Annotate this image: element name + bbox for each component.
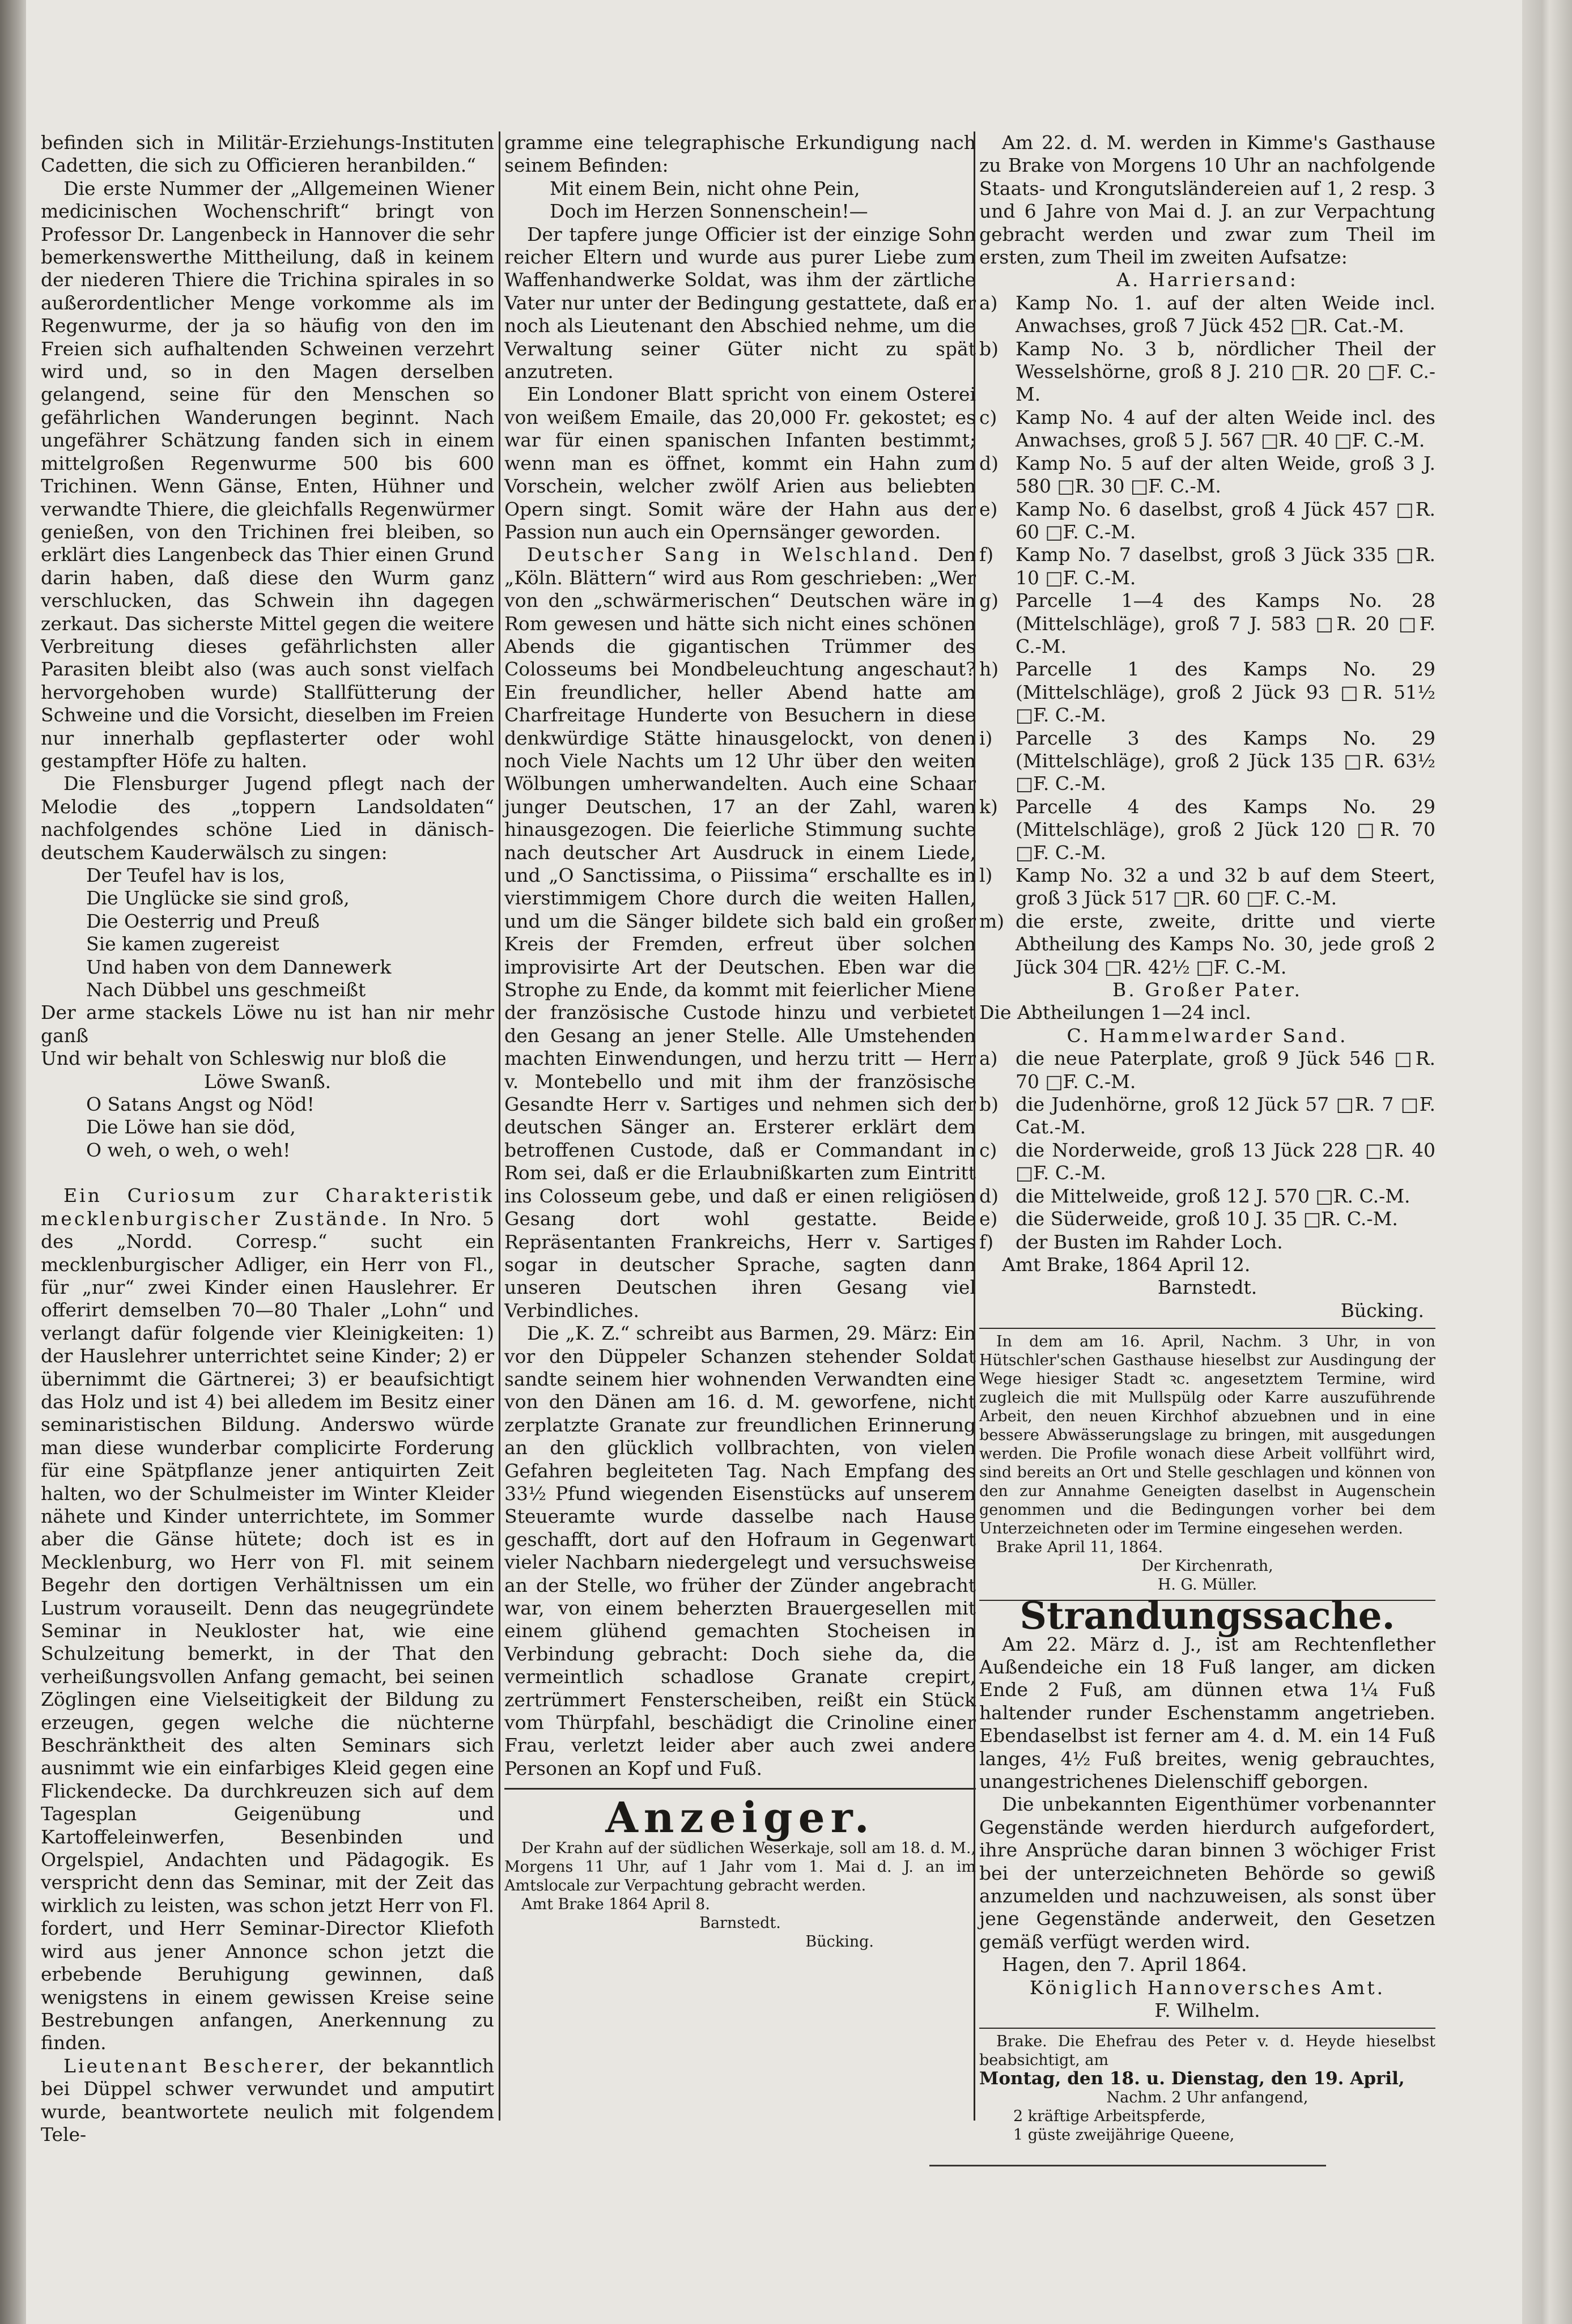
verse-line: Der arme stackels Löwe nu ist han nir mehr ganß [41, 1001, 494, 1047]
notice-signature: Der Kirchenrath, [1141, 1557, 1273, 1575]
notice-strandung-text: Die unbekannten Eigenthümer vorbenannter Gegenstände werden hierdurch aufgefordert, ihre Ansprüche daran binnen 3 wöchiger Frist bei der unterzeichneten Behörde so gewiß anzumelden und nachzuweisen, als sonst über jene Gegenstände anderweit, den Gesetzen gemäß verfügt werden wird. [979, 1793, 1435, 1953]
list-item-text: Parcelle 3 des Kamps No. 29 (Mittelschläge), groß 2 Jück 135 □R. 63½ □F. C.-M. [1016, 726, 1435, 795]
list-item-label: f) [979, 1230, 994, 1253]
article-trichina: Die erste Nummer der „Allgemeinen Wiener medicinischen Wochenschrift“ bringt von Professor Dr. Langenbeck in Hannover die sehr bemerkenswerthe Mittheilung, daß in keinem der niederen Thiere die Trichina spirales in so außerordentlicher Menge vorkomme als im Regenwurme, der ja so häufig von den im Freien sich aufhaltenden Schweinen verzehrt wird und, so in den Magen derselben gelangend, seine für den Menschen so gefährlichen Wanderungen beginnt. Nach ungefährer Schätzung fanden sich in einem mittelgroßen Regenwurme 500 bis 600 Trichinen. Wenn Gänse, Enten, Hühner und verwandte Thiere, die gleichfalls Regenwürmer genießen, von den Trichinen frei bleiben, so erklärt dies Langenbeck das Thier einen Grund darin haben, daß diese den Wurm ganz verschlucken, das Schwein ihn dagegen zerkaut. Das sicherste Mittel gegen die weitere Verbreitung dieses gefährlichsten aller Parasiten bleibt also (was auch sonst vielfach hervorgehoben wurde) Stallfütterung der Schweine und die Vorsicht, dieselben im Freien nur innerhalb gepflasterter oder wohl gestampfter Höfe zu halten. [41, 177, 494, 772]
verse-line: Die Oesterrig und Preuß [86, 910, 320, 932]
book-binding [0, 0, 26, 2324]
verse-line: O Satans Angst og Nöd! [86, 1093, 315, 1116]
plot-list-item [979, 543, 1435, 589]
article-text: gramme eine telegraphische Erkundigung nach seinem Befinden: [504, 131, 976, 177]
list-item-text: die Judenhörne, groß 12 Jück 57 □R. 7 □F. Cat.-M. [1016, 1093, 1435, 1138]
article-easter-egg: Ein Londoner Blatt spricht von einem Osterei von weißem Emaile, das 20,000 Fr. gekostet; es war für einen spanischen Infanten bestimmt; wenn man es öffnet, kommt ein Hahn zum Vorschein, welcher zwölf Arien aus beliebten Opern singt. Somit wäre der Hahn aus der Passion nun auch ein Opernsänger geworden. [504, 383, 976, 543]
notice-text: In dem am 16. April, Nachm. 3 Uhr, in von Hütschler'schen Gasthause hieselbst zur Ausdingung der Wege hiesiger Stadt ꝛc. angesetztem Termine, wird zugleich die mit Mullspülg oder Karre auszuführende Arbeit, den neuen Kirchhof abzuebnen und in eine bessere Abwässerungslage zu bringen, mit ausgedungen werden. Die Profile wonach diese Arbeit vollführt wird, sind bereits an Ort und Stelle geschlagen und können von den zur Annahme Geneigten daselbst in Augenschein genommen und die Bedingungen vorher bei dem Unterzeichneten oder im Termine eingesehen werden. [979, 1333, 1435, 1538]
list-item-label: l) [979, 864, 993, 886]
verse-line: Und wir behalt von Schleswig nur bloß die [41, 1047, 447, 1070]
plot-list-item [979, 1208, 1435, 1230]
list-item-label: e) [979, 498, 998, 520]
list-item-text: Kamp No. 4 auf der alten Weide incl. des Anwachses, groß 5 J. 567 □R. 40 □F. C.-M. [1016, 406, 1435, 452]
article-curiosum [41, 1184, 494, 2054]
list-item-text: Kamp No. 7 daselbst, groß 3 Jück 335 □R. 10 □F. C.-M. [1016, 543, 1435, 589]
list-item-text: Kamp No. 1. auf der alten Weide incl. Anwachses, groß 7 Jück 452 □R. Cat.-M. [1016, 291, 1435, 337]
notice-strandung-text: Am 22. März d. J., ist am Rechtenflether Außendeiche ein 18 Fuß langer, am dicken Ende 2 Fuß, am dünnen etwa 1¼ Fuß haltender runder Eschenstamm angetrieben. Ebendaselbst ist ferner am 4. d. M. ein 14 Fuß langes, 4½ Fuß breites, wenig gebrauchtes, unangestrichenes Dielenschiff geborgen. [979, 1633, 1435, 1792]
list-item-text: der Busten im Rahder Loch. [1016, 1230, 1283, 1253]
list-item-text: die Mittelweide, groß 12 J. 570 □R. C.-M. [1016, 1184, 1410, 1207]
list-item-text: Kamp No. 6 daselbst, groß 4 Jück 457 □R. 60 □F. C.-M. [1016, 498, 1435, 543]
section-a-heading: A. Harriersand: [1116, 269, 1298, 291]
auction-item: 2 kräftige Arbeitspferde, [1013, 2108, 1206, 2126]
notice-signature: Barnstedt. [699, 1914, 781, 1932]
notice-date-bold: Montag, den 18. u. Dienstag, den 19. April, [979, 2068, 1405, 2089]
list-item-label: k) [979, 795, 998, 818]
list-item-label: d) [979, 452, 999, 474]
verse-line: Nach Dübbel uns geschmeißt [86, 979, 366, 1001]
section-b-heading: B. Großer Pater. [1112, 979, 1302, 1001]
notice-signature: F. Wilhelm. [1154, 1999, 1260, 2022]
verse-line: Mit einem Bein, nicht ohne Pein, [550, 177, 860, 199]
section-title-anzeiger: Anzeiger. [605, 1794, 875, 1843]
list-item-label: d) [979, 1184, 999, 1207]
list-item-text: Parcelle 4 des Kamps No. 29 (Mittelschläge), groß 2 Jück 120 □R. 70 □F. C.-M. [1016, 795, 1435, 864]
list-item-label: c) [979, 406, 997, 428]
column-middle [504, 131, 976, 1951]
plot-list-item [979, 292, 1435, 338]
notice-date: Brake April 11, 1864. [996, 1539, 1163, 1557]
section-title-strandungssache: Strandungssache. [1019, 1594, 1395, 1638]
section-divider [504, 1788, 976, 1790]
notice-kirchhof [979, 1332, 1435, 1594]
plot-list-a [979, 292, 1435, 979]
plot-list-c [979, 1047, 1435, 1254]
article-heading: Lieutenant Bescherer, [63, 2054, 327, 2077]
plot-list-item [979, 338, 1435, 406]
plot-list-item [979, 452, 1435, 498]
plot-list-item [979, 1093, 1435, 1139]
plot-list-item [979, 727, 1435, 796]
list-item-text: Kamp No. 3 b, nördlicher Theil der Wesselshörne, groß 8 J. 210 □R. 20 □F. C.-M. [1016, 337, 1435, 406]
auction-item: 1 güste zweijährige Queene, [1013, 2126, 1235, 2144]
list-item-text: Kamp No. 5 auf der alten Weide, groß 3 J. 580 □R. 30 □F. C.-M. [1016, 452, 1435, 498]
article-body: Ein vor den Düppeler Schanzen stehender Soldat sandte seinem hier wohnenden Verwandten eine von den Dänen am 16. d. M. geworfene, nicht zerplatzte Granate zur freundlichen Erinnerung an den glücklich vollbrachten, von vielen Gefahren begleiteten Tag. Nach Empfang des 33½ Pfund wiegenden Eisenstücks auf unserem Steueramte wurde dasselbe nach Hause geschafft, dort auf den Hofraum in Gegenwart vieler Nachbarn niedergelegt und versuchsweise an der Stelle, wo früher der Zünder angebracht war, von einem beherzten Brauergesellen mit einem glühend gemachten Stocheisen in Verbindung gebracht: Doch siehe da, die vermeintlich schadlose Granate crepirt, zertrümmert Fensterscheiben, reißt ein Stück vom Thürpfahl, beschädigt die Crinoline einer Frau, verletzt leider aber auch zwei andere Personen an Kopf und Fuß. [504, 1322, 976, 1779]
column-left [41, 131, 494, 2146]
plot-list-item [979, 796, 1435, 864]
verse-line: Und haben von dem Dannewerk [86, 955, 392, 978]
list-item-label: a) [979, 291, 998, 314]
plot-list-item [979, 658, 1435, 726]
telegram-verse [550, 177, 976, 223]
notice-signature: H. G. Müller. [1157, 1576, 1257, 1594]
article-body: In Nro. 5 des „Nordd. Corresp.“ sucht ein mecklenburgischer Adliger, ein Herr von Fl., für „nur“ zwei Kinder einen Hauslehrer. Er offerirt demselben 70—80 Thaler „Lohn“ und verlangt dafür folgende vier Kleinigkeiten: 1) der Hauslehrer unterrichtet seine Kinder; 2) er übernimmt die Gärtnerei; 3) er beaufsichtigt das Holz und ist 4) bei alledem im Besitz einer seminaristischen Bildung. Anderswo würde man diese wunderbar complicirte Forderung für eine Spätpflanze jener antiquirten Zeit halten, wo der Schulmeister im Winter Kleider nähete und Kinder unterrichtete, im Sommer aber die Gänse hütete; doch ist es in Mecklenburg, wo Herr von Fl. mit seinem Begehr den dortigen Verhältnissen um ein Lustrum vorauseilt. Denn das neugegründete Seminar in Neukloster hat, wie eine Schulzeitung bemerkt, in der That den verheißungsvollen Anfang gemacht, bei seinen Zöglingen eine Vielseitigkeit der Bildung zu erzeugen, gegen welche die nüchterne Beschränktheit des alten Seminars sich ausnimmt wie ein einfarbiges Kleid gegen eine Flickendecke. Da durchkreuzen sich auf dem Tagesplan Geigenübung und Kartoffeleinwerfen, Besenbinden und Orgelspiel, Andachten und Pädagogik. Es verspricht denn das Seminar, mit der Zeit das wirklich zu leisten, was schon jetzt Herr von Fl. fordert, und Herr Seminar-Director Kliefoth wird aus jener Annonce schon jetzt die erbebende Beruhigung gewinnen, daß wenigstens in einem gewissen Kreise seine Bestrebungen anfangen, Anerkennung zu finden. [41, 1207, 494, 2054]
list-item-label: h) [979, 658, 999, 681]
notice-krahn [504, 1839, 976, 1951]
list-item-text: die neue Paterplate, groß 9 Jück 546 □R. 70 □F. C.-M. [1016, 1047, 1435, 1093]
article-bescherer [41, 2055, 494, 2147]
notice-signature: Bücking. [1340, 1299, 1424, 1322]
plot-list-item [979, 1185, 1435, 1208]
page-fold-shadow [929, 2165, 1326, 2170]
list-item-label: c) [979, 1138, 997, 1161]
list-item-label: f) [979, 543, 994, 566]
notice-time: Nachm. 2 Uhr anfangend, [1106, 2089, 1308, 2107]
list-item-label: i) [979, 726, 993, 749]
plot-list-item [979, 406, 1435, 452]
section-divider [979, 1328, 1435, 1329]
article-text: befinden sich in Militär-Erziehungs-Instituten Cadetten, die sich zu Officieren heranbilden.“ [41, 131, 494, 177]
notice-auction [979, 2032, 1435, 2144]
verse-line: Die Löwe han sie död, [86, 1116, 296, 1138]
notice-date: Hagen, den 7. April 1864. [1002, 1953, 1247, 1976]
verse-line: Doch im Herzen Sonnenschein!— [550, 200, 868, 223]
song-verse [86, 864, 494, 1001]
list-item-text: die erste, zweite, dritte und vierte Abtheilung des Kamps No. 30, jede groß 2 Jück 304 □R. 42½ □F. C.-M. [1016, 910, 1435, 978]
notice-text: Der Krahn auf der südlichen Weserkaje, soll am 18. d. M., Morgens 11 Uhr, auf 1 Jahr vom 1. Mai d. J. an im Amtslocale zur Verpachtung gebracht werden. [504, 1839, 976, 1894]
notice-signature: Bücking. [805, 1932, 874, 1951]
plot-list-item [979, 1047, 1435, 1093]
section-c-heading: C. Hammelwarder Sand. [1067, 1024, 1348, 1047]
notice-authority: Königlich Hannoversches Amt. [1029, 1976, 1386, 1999]
notice-signature: Barnstedt. [1157, 1276, 1257, 1299]
verse-line: Sie kamen zugereist [86, 933, 279, 955]
list-item-label: b) [979, 1093, 999, 1116]
article-heading: Deutscher Sang in Welschland. [527, 543, 921, 566]
plot-list-item [979, 589, 1435, 658]
list-item-label: b) [979, 337, 999, 360]
column-right [979, 131, 1435, 2144]
section-b-text: Die Abtheilungen 1—24 incl. [979, 1001, 1251, 1024]
verse-line: O weh, o weh, o weh! [86, 1138, 291, 1161]
verse-line: Die Unglücke sie sind groß, [86, 887, 350, 910]
notice-text: Brake. Die Ehefrau des Peter v. d. Heyde hieselbst beabsichtigt, am [979, 2033, 1435, 2070]
list-item-text: die Norderweide, groß 13 Jück 228 □R. 40 □F. C.-M. [1016, 1138, 1435, 1184]
list-item-text: Parcelle 1—4 des Kamps No. 28 (Mittelschläge), groß 7 J. 583 □R. 20 □F. C.-M. [1016, 589, 1435, 657]
list-item-label: m) [979, 910, 1005, 932]
notice-verpachtung: Am 22. d. M. werden in Kimme's Gasthause zu Brake von Morgens 10 Uhr an nachfolgende Staats- und Krongutsländereien auf 1, 2 resp. 3 und 6 Jahre von Mai d. J. an zur Verpachtung gebracht werden und zwar zum Theil im ersten, zum Theil im zweiten Aufsatze: [979, 131, 1435, 269]
article-body: der bekanntlich bei Düppel schwer verwundet und amputirt wurde, beantwortete neulich mit folgendem Tele- [41, 2054, 494, 2145]
verse-line: Löwe Swanß. [203, 1070, 332, 1093]
list-item-text: Kamp No. 32 a und 32 b auf dem Steert, groß 3 Jück 517 □R. 60 □F. C.-M. [1016, 864, 1435, 910]
verse-line: Der Teufel hav is los, [86, 864, 286, 886]
article-body: Den „Köln. Blättern“ wird aus Rom geschrieben: „Wer von den „schwärmerischen“ Deutschen wäre in Rom gewesen und hätte sich nicht eines schönen Abends die gigantischen Trümmer des Colosseums bei Mondbeleuchtung angeschaut? Ein freundlicher, heller Abend hatte am Charfreitage Hunderte von Besuchern in diese denkwürdige Stätte hinausgelockt, von denen noch Viele Nachts um 12 Uhr über den weiten Wölbungen umherwandelten. Auch eine Schaar junger Deutschen, 17 an der Zahl, waren hinausgezogen. Die feierliche Stimmung suchte nach deutscher Art Ausdruck in einem Liede, und „O Sanctissima, o Piissima“ erschallte es in vierstimmigem Chore durch die weiten Hallen, und um die Sänger bildete sich bald ein großer Kreis der Fremden, erfreut über solchen improvisirte Art der Deutschen. Eben war die Strophe zu Ende, da kommt mit feierlicher Miene der französische Custode hinzu und verbietet den Gesang an jener Stelle. Alle Umstehenden machten Einwendungen, und herzu tritt — Herr v. Montebello und mit ihm der französische Gesandte Herr v. Sartiges und nehmen sich der deutschen Sänger an. Ersterer erklärt dem betroffenen Custode, daß er Commandant in Rom sei, daß er die Erlaubnißkarten zum Eintritt ins Colosseum gebe, und daß er einen religiösen Gesang dort wohl gestatte. Beide Repräsentanten Frankreichs, Herr v. Sartiges sogar in deutscher Sprache, sagten dann unseren Deutschen ihren Gesang viel Verbindliches. [504, 543, 976, 1322]
list-item-label: e) [979, 1208, 998, 1230]
list-item-label: a) [979, 1047, 998, 1070]
song-verse [86, 1093, 494, 1162]
plot-list-item [979, 864, 1435, 910]
article-officer: Der tapfere junge Officier ist der einzige Sohn reicher Eltern und wurde aus purer Liebe zum Waffenhandwerke Soldat, was ihm der zärtliche Vater nur unter der Bedingung gestattete, daß er noch als Lieutenant den Abschied nehme, um die Verwaltung seiner Güter nicht zu spät anzutreten. [504, 223, 976, 383]
list-item-text: die Süderweide, groß 10 J. 35 □R. C.-M. [1016, 1208, 1398, 1230]
article-flensburg: Die Flensburger Jugend pflegt nach der Melodie des „toppern Landsoldaten“ nachfolgendes schöne Lied in dänisch-deutschem Kauderwälsch zu singen: [41, 772, 494, 864]
section-divider [979, 2028, 1435, 2029]
plot-list-item [979, 498, 1435, 544]
article-heading: Ein Curiosum zur Charakteristik mecklenburgischer Zustände. [41, 1184, 494, 1230]
list-item-label: g) [979, 589, 999, 612]
article-deutscher-sang [504, 543, 976, 1322]
article-barmen [504, 1322, 976, 1780]
notice-date: Amt Brake 1864 April 8. [521, 1895, 710, 1913]
page-edge [1522, 0, 1572, 2324]
plot-list-item [979, 1231, 1435, 1254]
article-heading: Die „K. Z.“ schreibt aus Barmen, 29. März: [527, 1322, 938, 1345]
plot-list-item [979, 910, 1435, 979]
notice-date: Amt Brake, 1864 April 12. [1002, 1253, 1251, 1276]
plot-list-item [979, 1139, 1435, 1185]
column-rule [499, 131, 500, 2121]
list-item-text: Parcelle 1 des Kamps No. 29 (Mittelschläge), groß 2 Jück 93 □R. 51½ □F. C.-M. [1016, 658, 1435, 726]
